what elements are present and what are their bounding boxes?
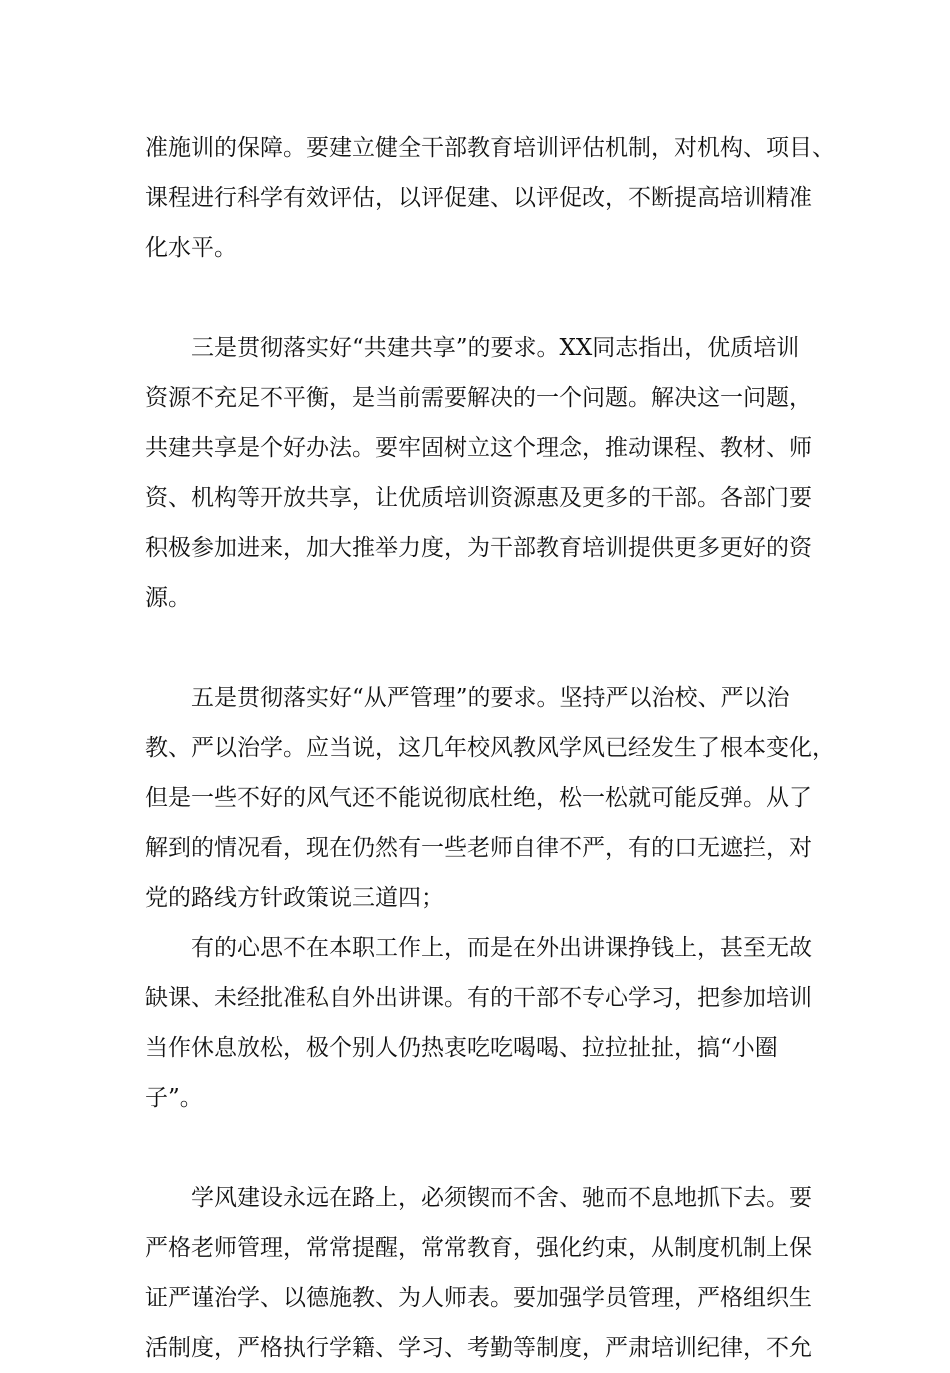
text-line: 化水平。 [145, 235, 237, 261]
text-line: 严格老师管理，常常提醒，常常教育，强化约束，从制度机制上保 [145, 1235, 812, 1261]
text-line: 有的心思不在本职工作上，而是在外出讲课挣钱上，甚至无故 [145, 935, 812, 961]
text-line: 积极参加进来，加大推举力度，为干部教育培训提供更多更好的资 [145, 535, 812, 561]
text-line: 缺课、未经批准私自外出讲课。有的干部不专心学习，把参加培训 [145, 985, 812, 1011]
text-line: 但是一些不好的风气还不能说彻底杜绝，松一松就可能反弹。从了 [145, 785, 812, 811]
text-line: 子”。 [145, 1085, 203, 1111]
text-line: 解到的情况看，现在仍然有一些老师自律不严，有的口无遮拦，对 [145, 835, 812, 861]
text-line: 当作休息放松，极个别人仍热衷吃吃喝喝、拉拉扯扯，搞“小圈 [145, 1035, 778, 1061]
paragraph-gap [145, 1123, 810, 1173]
text-line: 证严谨治学、以德施教、为人师表。要加强学员管理，严格组织生 [145, 1285, 812, 1311]
text-line: 资、机构等开放共享，让优质培训资源惠及更多的干部。各部门要 [145, 485, 812, 511]
text-line: 五是贯彻落实好“从严管理”的要求。坚持严以治校、严以治 [145, 685, 790, 711]
text-line: 学风建设永远在路上，必须锲而不舍、驰而不息地抓下去。要 [145, 1185, 812, 1211]
text-line: 准施训的保障。要建立健全干部教育培训评估机制，对机构、项目、 [145, 135, 835, 161]
body-text [145, 123, 835, 1373]
text-line: 源。 [145, 585, 191, 611]
text-line: 共建共享是个好办法。要牢固树立这个理念，推动课程、教材、师 [145, 435, 812, 461]
text-line: 党的路线方针政策说三道四； [145, 885, 444, 911]
text-line: 课程进行科学有效评估，以评促建、以评促改，不断提高培训精准 [145, 185, 812, 211]
text-line: 三是贯彻落实好“共建共享”的要求。XX同志指出，优质培训 [145, 335, 800, 361]
text-line: 教、严以治学。应当说，这几年校风教风学风已经发生了根本变化， [145, 735, 835, 761]
paragraph-gap [145, 623, 810, 673]
paragraph-gap [145, 273, 810, 323]
text-line: 资源不充足不平衡，是当前需要解决的一个问题。解决这一问题， [145, 385, 812, 411]
text-line: 活制度，严格执行学籍、学习、考勤等制度，严肃培训纪律，不允 [145, 1335, 812, 1361]
